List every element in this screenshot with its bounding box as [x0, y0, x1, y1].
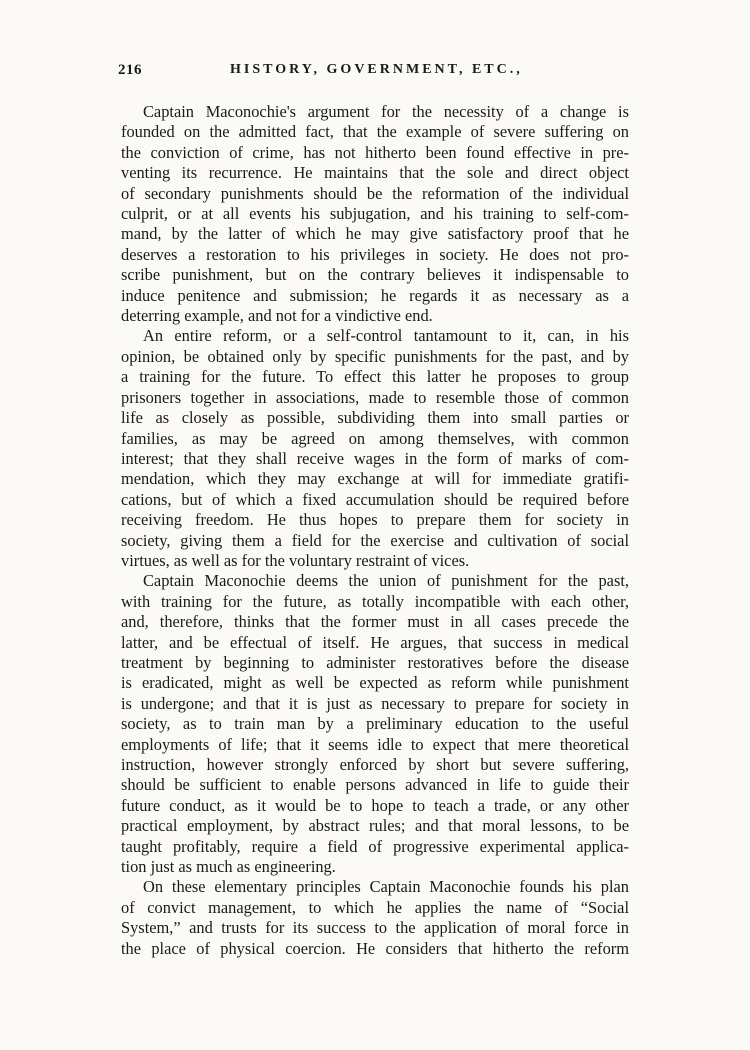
text-line: employments of life; that it seems idle to expect that mere theoretical [121, 734, 629, 754]
text-line: mendation, which they may exchange at will for immediate gratifi- [121, 469, 629, 489]
text-line: the place of physical coercion. He considers that hitherto the reform [121, 938, 629, 958]
text-line: Captain Maconochie's argument for the necessity of a change is [143, 102, 629, 121]
text-line: and, therefore, thinks that the former must in all cases precede the [121, 612, 629, 632]
text-line: On these elementary principles Captain Maconochie founds his plan [143, 877, 629, 897]
text-line: tion just as much as engineering. [121, 857, 336, 877]
text-line: opinion, be obtained only by specific punishments for the past, and by [121, 346, 629, 366]
text-line: deserves a restoration to his privileges in society. He does not pro- [121, 244, 629, 264]
text-line: founded on the admitted fact, that the example of severe suffering on [121, 122, 629, 142]
text-line: System,” and trusts for its success to the application of moral force in [121, 918, 629, 938]
text-line: treatment by beginning to administer restoratives before the disease [121, 652, 629, 672]
text-line: interest; that they shall receive wages in the form of marks of com- [121, 448, 629, 468]
text-line: culprit, or at all events his subjugation, and his training to self-com- [121, 204, 629, 224]
text-line: latter, and be effectual of itself. He argues, that success in medical [121, 632, 629, 652]
paragraph-2 [121, 326, 629, 571]
text-line: families, as may be agreed on among themselves, with common [121, 428, 629, 448]
text-line: virtues, as well as for the voluntary restraint of vices. [121, 550, 470, 570]
text-line: the conviction of crime, has not hitherto been found effective in pre- [121, 142, 629, 162]
paragraph-3 [121, 571, 629, 877]
text-line: induce penitence and submission; he regards it as necessary as a [121, 285, 629, 305]
text-line: taught profitably, require a field of progressive experimental applica- [121, 836, 629, 856]
text-line: instruction, however strongly enforced by short but severe suffering, [121, 755, 629, 774]
text-line: a training for the future. To effect this latter he proposes to group [121, 367, 629, 387]
text-line: society, as to train man by a preliminary education to the useful [121, 714, 629, 734]
text-line: life as closely as possible, subdividing them into small parties or [121, 408, 629, 428]
running-head [118, 62, 630, 86]
text-line: should be sufficient to enable persons advanced in life to guide their [121, 775, 629, 795]
text-line: future conduct, as it would be to hope to teach a trade, or any other [121, 795, 629, 815]
text-line: is eradicated, might as well be expected as reform while punishment [121, 673, 629, 693]
text-line: deterring example, and not for a vindictive end. [121, 306, 433, 326]
text-line: prisoners together in associations, made to resemble those of common [121, 387, 629, 407]
text-line: venting its recurrence. He maintains that the sole and direct object [121, 163, 629, 183]
text-line: mand, by the latter of which he may give satisfactory proof that he [121, 224, 629, 244]
text-line: of convict management, to which he applies the name of “Social [121, 897, 629, 917]
text-line: society, giving them a field for the exercise and cultivation of social [121, 530, 629, 550]
text-line: of secondary punishments should be the reformation of the individual [121, 183, 629, 203]
running-title: HISTORY, GOVERNMENT, ETC., [230, 62, 523, 77]
text-line: with training for the future, as totally incompatible with each other, [121, 591, 629, 611]
text-line: An entire reform, or a self-control tantamount to it, can, in his [143, 326, 629, 346]
text-line: cations, but of which a fixed accumulation should be required before [121, 489, 629, 509]
text-line: receiving freedom. He thus hopes to prepare them for society in [121, 510, 629, 530]
text-line: practical employment, by abstract rules; and that moral lessons, to be [121, 816, 629, 836]
text-line: is undergone; and that it is just as necessary to prepare for society in [121, 693, 629, 713]
paragraph-1 [121, 102, 629, 326]
body-text [121, 102, 629, 959]
page-number: 216 [118, 62, 142, 78]
paragraph-4 [121, 877, 629, 959]
text-line: scribe punishment, but on the contrary believes it indispensable to [121, 265, 629, 285]
text-line: Captain Maconochie deems the union of punishment for the past, [143, 571, 629, 591]
